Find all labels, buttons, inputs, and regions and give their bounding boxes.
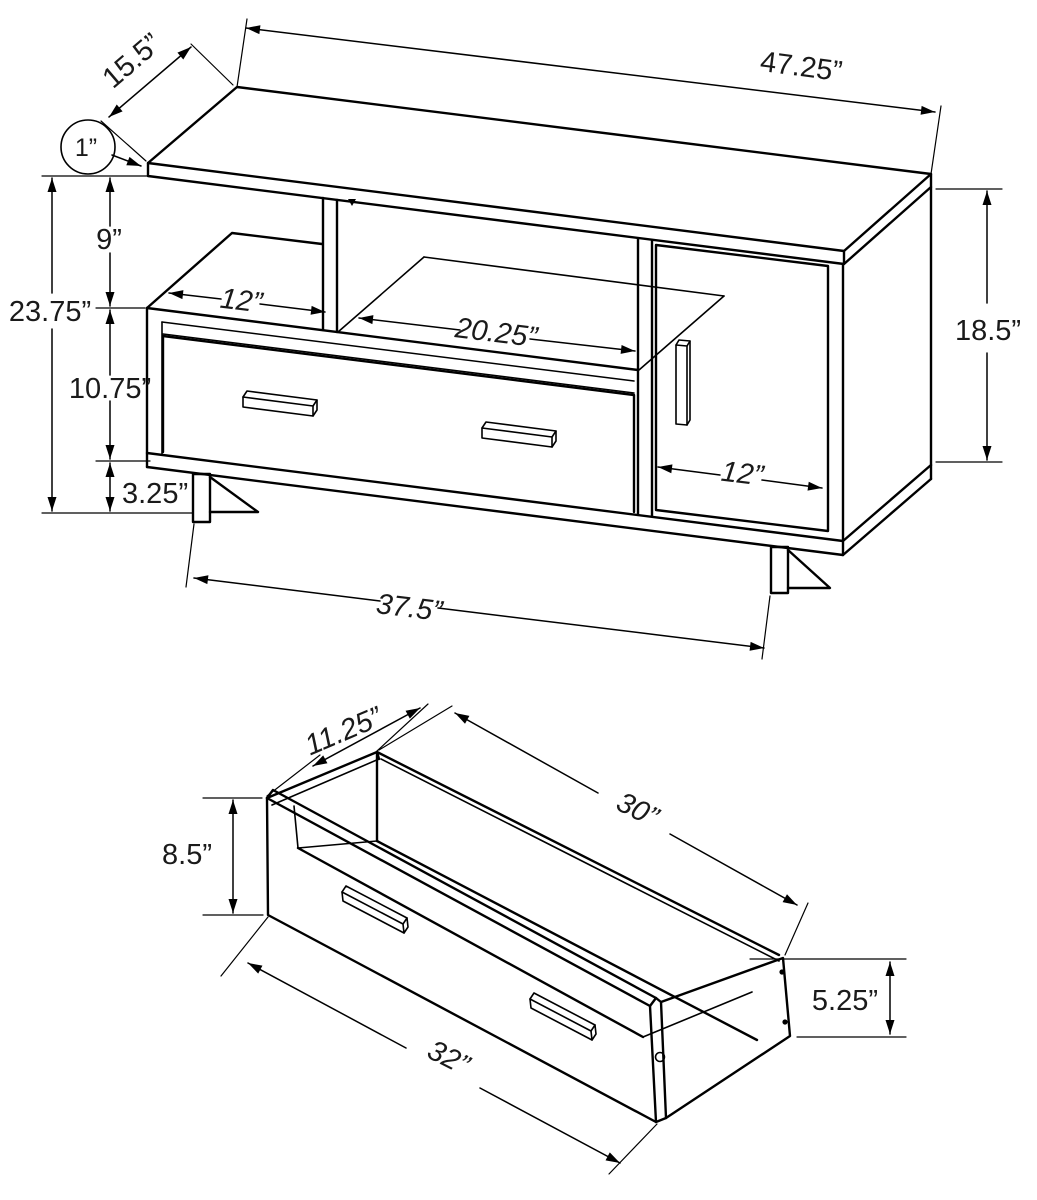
front-right-leg (771, 547, 830, 593)
dim-top-depth (97, 28, 233, 161)
dim-drawer-front-height (69, 310, 151, 461)
dim-label-drawer-front-height: 10.75” (68, 373, 152, 405)
drawer-handle-left (243, 391, 317, 416)
front-rail (147, 308, 638, 393)
tv-stand-drawing (9, 19, 1021, 659)
dim-drawer-depth (267, 701, 428, 796)
dim-label-drawer-interior-length: 30” (611, 786, 664, 834)
drawer-drawing (162, 701, 906, 1174)
front-left-leg (193, 474, 258, 522)
drawer-box-handle-left (342, 886, 408, 933)
dim-label-overall-height: 23.75” (8, 296, 92, 328)
dim-label-drawer-front-length: 32” (422, 1034, 475, 1082)
dim-label-left-cubby-width: 12” (218, 282, 264, 320)
drawer-handle-right (482, 422, 556, 447)
drawer-end-cap (656, 958, 791, 1118)
dim-label-drawer-box-height: 5.25” (811, 985, 878, 1017)
center-divider (323, 198, 356, 332)
drawer-box-handle-right (530, 993, 596, 1040)
dim-label-top-thickness: 1” (74, 134, 98, 162)
right-side-panel (843, 187, 931, 555)
door-handle (676, 340, 690, 425)
dim-top-thickness (61, 120, 141, 174)
dim-center-cubby-width (359, 312, 635, 354)
dim-label-center-cubby-width: 20.25” (453, 312, 539, 354)
dim-label-case-height: 18.5” (954, 315, 1022, 347)
dim-label-drawer-depth: 11.25” (300, 701, 387, 763)
dim-label-top-to-shelf: 9” (96, 224, 122, 256)
dowel-hole (782, 1019, 787, 1024)
partition (638, 239, 652, 516)
dim-drawer-front-length (221, 917, 657, 1174)
dim-label-door-width: 12” (719, 455, 765, 493)
dim-label-top-width: 47.25” (758, 45, 844, 89)
dim-label-drawer-front-height: 8.5” (162, 839, 212, 871)
dim-drawer-front-height-8-5 (162, 798, 263, 915)
dowel-hole (779, 969, 784, 974)
dim-label-leg-height: 3.25” (122, 478, 189, 510)
dim-leg-spacing (186, 524, 770, 659)
dim-case-height (936, 189, 1021, 462)
dim-drawer-interior-length (379, 706, 808, 955)
dim-drawer-box-height (750, 959, 906, 1037)
dim-label-top-depth: 15.5” (96, 27, 168, 95)
dim-label-leg-spacing: 37.5” (374, 588, 444, 628)
dim-top-to-shelf (96, 178, 145, 308)
drawer-front-panel (267, 790, 666, 1122)
dim-door-width (658, 456, 822, 493)
dim-top-width (237, 19, 941, 174)
